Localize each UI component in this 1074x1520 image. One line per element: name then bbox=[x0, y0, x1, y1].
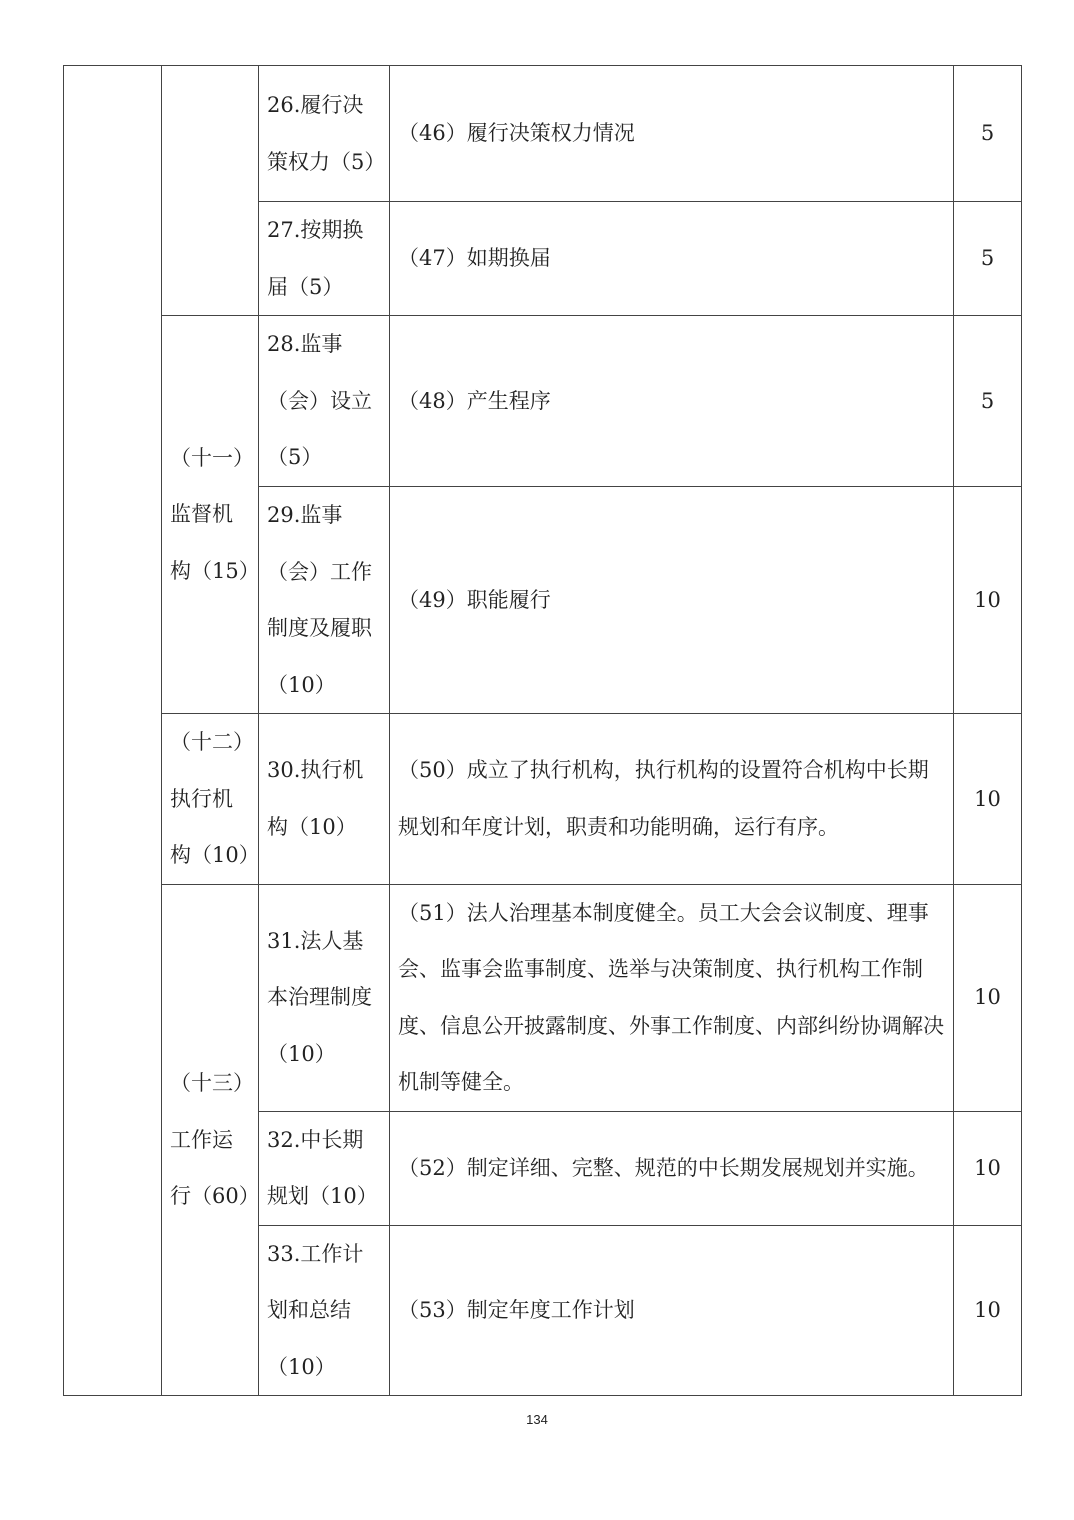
item-cell: 26.履行决策权力（5） bbox=[259, 66, 390, 202]
item-cell: 31.法人基本治理制度（10） bbox=[259, 884, 390, 1111]
evaluation-table bbox=[63, 65, 1022, 1396]
item-cell: 28.监事（会）设立（5） bbox=[259, 316, 390, 487]
item-cell: 30.执行机构（10） bbox=[259, 714, 390, 885]
group-cell: （十二）执行机构（10） bbox=[162, 714, 259, 885]
category-cell bbox=[64, 66, 162, 1396]
score-cell: 5 bbox=[954, 202, 1022, 316]
criterion-cell: （46）履行决策权力情况 bbox=[390, 66, 954, 202]
group-cell: （十三）工作运行（60） bbox=[162, 884, 259, 1396]
score-cell: 10 bbox=[954, 1225, 1022, 1396]
score-cell: 10 bbox=[954, 714, 1022, 885]
item-cell: 27.按期换届（5） bbox=[259, 202, 390, 316]
score-cell: 10 bbox=[954, 884, 1022, 1111]
criterion-cell: （52）制定详细、完整、规范的中长期发展规划并实施。 bbox=[390, 1111, 954, 1225]
table-row bbox=[64, 714, 1022, 885]
item-cell: 32.中长期规划（10） bbox=[259, 1111, 390, 1225]
score-cell: 5 bbox=[954, 316, 1022, 487]
item-cell: 29.监事（会）工作制度及履职（10） bbox=[259, 487, 390, 714]
item-cell: 33.工作计划和总结（10） bbox=[259, 1225, 390, 1396]
table-row bbox=[64, 66, 1022, 202]
page-number: 134 bbox=[526, 1412, 548, 1427]
criterion-cell: （47）如期换届 bbox=[390, 202, 954, 316]
criterion-cell: （51）法人治理基本制度健全。员工大会会议制度、理事会、监事会监事制度、选举与决策制度、执行机构工作制度、信息公开披露制度、外事工作制度、内部纠纷协调解决机制等健全。 bbox=[390, 884, 954, 1111]
group-cell: （十一）监督机构（15） bbox=[162, 316, 259, 714]
table-row bbox=[64, 884, 1022, 1111]
criterion-cell: （49）职能履行 bbox=[390, 487, 954, 714]
criterion-cell: （50）成立了执行机构，执行机构的设置符合机构中长期规划和年度计划，职责和功能明确，运行有序。 bbox=[390, 714, 954, 885]
criterion-cell: （48）产生程序 bbox=[390, 316, 954, 487]
score-cell: 10 bbox=[954, 487, 1022, 714]
table-row bbox=[64, 316, 1022, 487]
criterion-cell: （53）制定年度工作计划 bbox=[390, 1225, 954, 1396]
group-cell bbox=[162, 66, 259, 316]
score-cell: 10 bbox=[954, 1111, 1022, 1225]
score-cell: 5 bbox=[954, 66, 1022, 202]
